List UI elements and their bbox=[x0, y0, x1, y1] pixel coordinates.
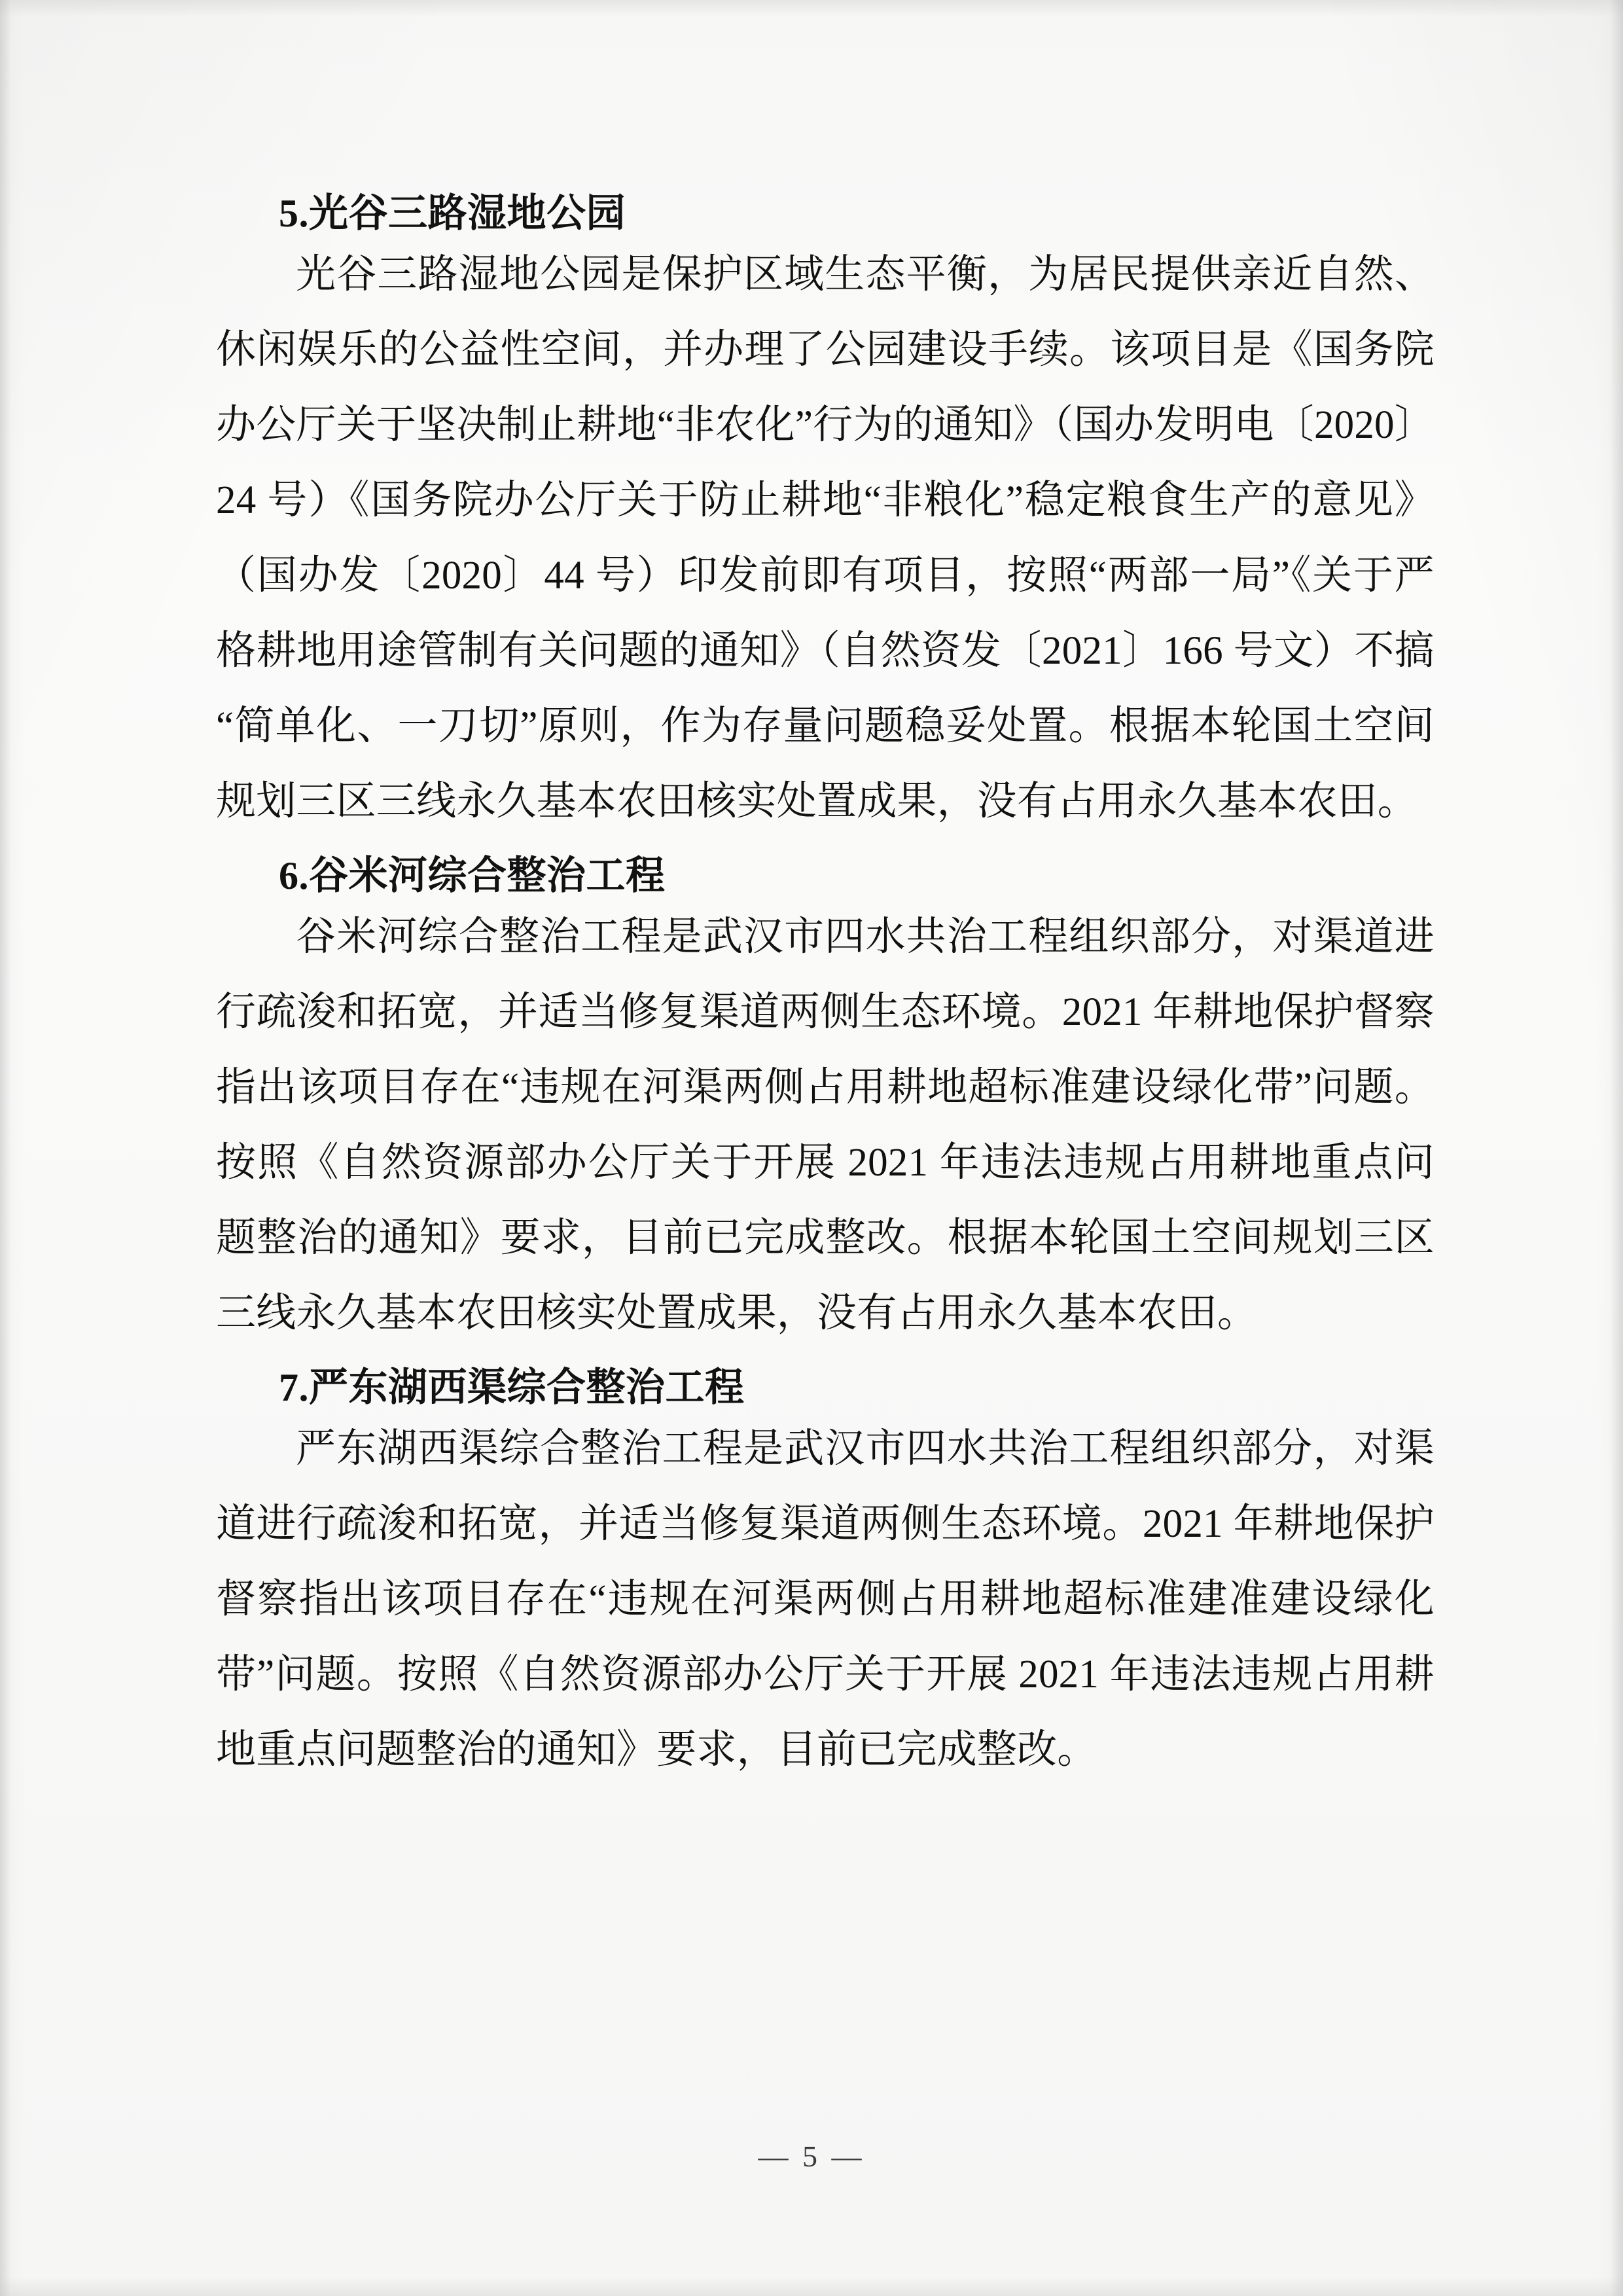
scan-edge-bottom bbox=[0, 2276, 1623, 2296]
section-heading-7: 7.严东湖西渠综合整治工程 bbox=[279, 1366, 745, 1409]
section-heading-6: 6.谷米河综合整治工程 bbox=[279, 854, 666, 897]
section-body-7: 严东湖西渠综合整治工程是武汉市四水共治工程组织部分，对渠道进行疏浚和拓宽，并适当修复渠道两侧生态环境。2021 年耕地保护督察指出该项目存在“违规在河渠两侧占用耕地超标准建准建设绿化带”问题。按照《自然资源部办公厅关于开展 2021 年违法违规占用耕地重点问题整治的通知》要求，目前已完成整改。 bbox=[216, 1427, 1435, 1772]
section-heading-5: 5.光谷三路湿地公园 bbox=[279, 192, 626, 235]
page-content bbox=[216, 194, 1435, 1787]
page-number-footer: — 5 — bbox=[758, 2140, 865, 2173]
section-body-5: 光谷三路湿地公园是保护区域生态平衡，为居民提供亲近自然、休闲娱乐的公益性空间，并办理了公园建设手续。该项目是《国务院办公厅关于坚决制止耕地“非农化”行为的通知》（国办发明电〔2020〕24 号）《国务院办公厅关于防止耕地“非粮化”稳定粮食生产的意见》（国办发〔2020〕44 号）印发前即有项目，按照“两部一局”《关于严格耕地用途管制有关问题的通知》（自然资发〔2021〕166 号文）不搞“简单化、一刀切”原则，作为存量问题稳妥处置。根据本轮国土空间规划三区三线永久基本农田核实处置成果，没有占用永久基本农田。 bbox=[216, 253, 1435, 823]
scan-edge-top bbox=[0, 0, 1623, 17]
scan-edge-right bbox=[1597, 0, 1623, 2296]
scan-edge-left bbox=[0, 0, 25, 2296]
section-body-6: 谷米河综合整治工程是武汉市四水共治工程组织部分，对渠道进行疏浚和拓宽，并适当修复渠道两侧生态环境。2021 年耕地保护督察指出该项目存在“违规在河渠两侧占用耕地超标准建设绿化带”问题。按照《自然资源部办公厅关于开展 2021 年违法违规占用耕地重点问题整治的通知》要求，目前已完成整改。根据本轮国土空间规划三区三线永久基本农田核实处置成果，没有占用永久基本农田。 bbox=[216, 915, 1435, 1335]
